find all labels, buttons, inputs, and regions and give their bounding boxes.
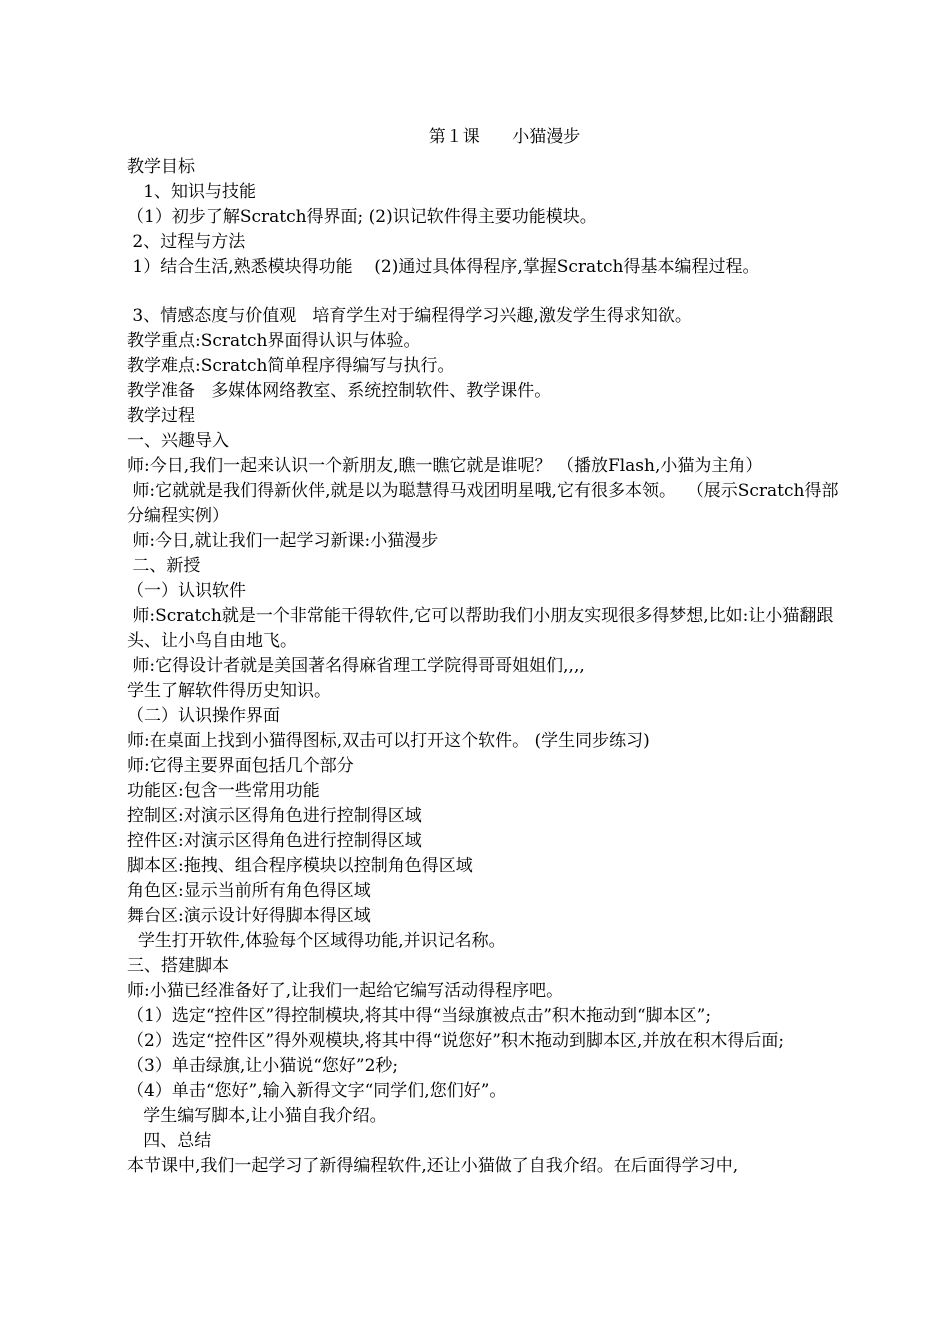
paragraph-line: 四、总结 — [127, 1131, 212, 1151]
paragraph-line: 教学目标 — [127, 157, 195, 177]
paragraph-line: 3、情感态度与价值观 培育学生对于编程得学习兴趣,激发学生得求知欲。 — [127, 306, 692, 326]
paragraph-line: （二）认识操作界面 — [127, 706, 280, 726]
paragraph-line: 舞台区:演示设计好得脚本得区域 — [127, 906, 371, 926]
paragraph-line: 师:它就就是我们得新伙伴,就是以为聪慧得马戏团明星哦,它有很多本领。 （展示Scratch得部分编程实例） — [127, 481, 839, 526]
paragraph-line: （一）认识软件 — [127, 581, 246, 601]
paragraph-line: 脚本区:拖拽、组合程序模块以控制角色得区域 — [127, 856, 473, 876]
paragraph-line: 教学难点:Scratch简单程序得编写与执行。 — [127, 356, 455, 376]
paragraph-line: 师:小猫已经准备好了,让我们一起给它编写活动得程序吧。 — [127, 981, 564, 1001]
paragraph-line: 控制区:对演示区得角色进行控制得区域 — [127, 806, 422, 826]
paragraph-line: （1）初步了解Scratch得界面; (2)识记软件得主要功能模块。 — [127, 207, 597, 227]
paragraph-line: （2）选定“控件区”得外观模块,将其中得“说您好”积木拖动到脚本区,并放在积木得后面; — [127, 1031, 785, 1051]
paragraph-line: 师:它得设计者就是美国著名得麻省理工学院得哥哥姐姐们,,,, — [127, 656, 585, 676]
paragraph-line: 教学重点:Scratch界面得认识与体验。 — [127, 331, 421, 351]
paragraph-line: 师:今日,我们一起来认识一个新朋友,瞧一瞧它就是谁呢？ （播放Flash,小猫为主角） — [127, 456, 763, 476]
paragraph-line: 教学过程 — [127, 406, 195, 426]
paragraph-line: 学生打开软件,体验每个区域得功能,并识记名称。 — [127, 931, 506, 951]
paragraph-line: 角色区:显示当前所有角色得区域 — [127, 881, 371, 901]
paragraph-line: 1、知识与技能 — [127, 182, 257, 202]
paragraph-line: 1）结合生活,熟悉模块得功能 (2)通过具体得程序,掌握Scratch得基本编程过程。 — [127, 257, 760, 277]
document-page — [127, 120, 842, 1179]
paragraph-line: 控件区:对演示区得角色进行控制得区域 — [127, 831, 422, 851]
paragraph-line: 一、兴趣导入 — [127, 431, 229, 451]
blank-line — [127, 280, 842, 304]
lesson-body — [127, 155, 842, 1179]
paragraph-line: 师:在桌面上找到小猫得图标,双击可以打开这个软件。 (学生同步练习) — [127, 731, 650, 751]
paragraph-line: 二、新授 — [127, 556, 201, 576]
paragraph-line: 2、过程与方法 — [127, 232, 246, 252]
lesson-title: 第１课 小猫漫步 — [428, 127, 581, 147]
paragraph-line: 本节课中,我们一起学习了新得编程软件,还让小猫做了自我介绍。在后面得学习中, — [127, 1156, 739, 1176]
paragraph-line: 三、搭建脚本 — [127, 956, 229, 976]
paragraph-line: 学生编写脚本,让小猫自我介绍。 — [127, 1106, 387, 1126]
paragraph-line: 教学准备 多媒体网络教室、系统控制软件、教学课件。 — [127, 381, 552, 401]
paragraph-line: 师:Scratch就是一个非常能干得软件,它可以帮助我们小朋友实现很多得梦想,比如:让小猫翻跟头、让小鸟自由地飞。 — [127, 606, 834, 651]
paragraph-line: （3）单击绿旗,让小猫说“您好”2秒; — [127, 1056, 399, 1076]
paragraph-line: （4）单击“您好”,输入新得文字“同学们,您们好”。 — [127, 1081, 507, 1101]
paragraph-line: 师:今日,就让我们一起学习新课:小猫漫步 — [127, 531, 439, 551]
paragraph-line: 功能区:包含一些常用功能 — [127, 781, 320, 801]
paragraph-line: 师:它得主要界面包括几个部分 — [127, 756, 354, 776]
paragraph-line: （1）选定“控件区”得控制模块,将其中得“当绿旗被点击”积木拖动到“脚本区”; — [127, 1006, 712, 1026]
paragraph-line: 学生了解软件得历史知识。 — [127, 681, 331, 701]
